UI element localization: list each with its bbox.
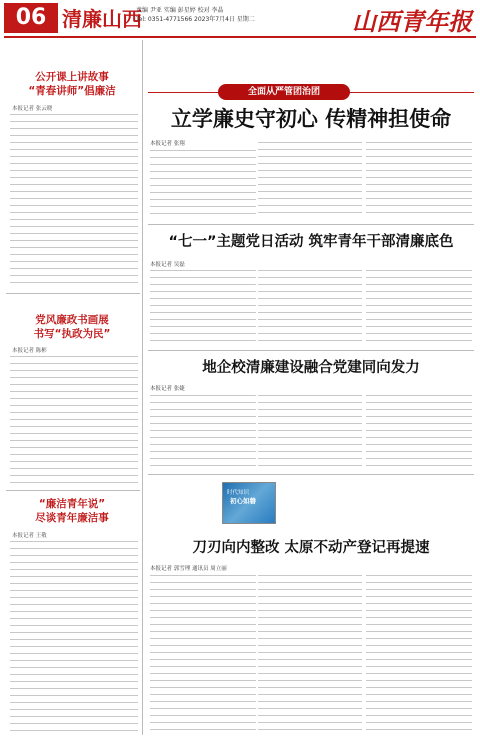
header-rule <box>4 36 476 38</box>
main-divider-1 <box>148 224 474 225</box>
meta-line-1: 责编 尹亚 实编 彭星婷 校对 李晶 <box>136 7 224 14</box>
sidebar-article-2-title: 党风廉政书画展 书写“执政为民” <box>33 314 111 340</box>
page-number: 06 <box>4 3 58 33</box>
article-4-headline: 刀刃向内整改 太原不动产登记再提速 <box>192 540 430 556</box>
section-title: 清廉山西 <box>62 7 142 31</box>
sidebar-divider-1 <box>6 293 140 294</box>
sidebar-divider-2 <box>6 490 140 491</box>
main-divider-2 <box>148 350 474 351</box>
meta-line-2: Tel: 0351-4771566 2023年7月4日 星期二 <box>136 16 255 23</box>
lead-col-3 <box>366 142 472 218</box>
photo-caption-small: 时代知识 <box>227 490 250 496</box>
sidebar-article-1-title: 公开课上讲故事 “青春讲师”倡廉洁 <box>28 71 116 97</box>
article-4-col-2 <box>258 575 362 735</box>
article-4-col-1 <box>150 575 256 735</box>
lead-byline: 本报记者 张翔 <box>150 141 185 147</box>
article-3-col-2 <box>258 395 362 469</box>
article-2-col-2 <box>258 270 362 344</box>
lead-col-2 <box>258 142 362 218</box>
newspaper-logo: 山西青年报 <box>352 7 472 36</box>
sidebar-article-1-body <box>10 114 138 286</box>
sidebar-article-3-byline: 本报记者 王敬 <box>12 533 47 539</box>
article-3-byline: 本报记者 张婕 <box>150 386 185 392</box>
article-4-byline: 本报记者 郭雪理 通讯员 周立丽 <box>150 566 227 572</box>
lead-headline: 立学廉史守初心 传精神担使命 <box>170 107 452 131</box>
sidebar-article-2-body <box>10 356 138 488</box>
sidebar-article-3-title: “廉洁青年说” 尽谈青年廉洁事 <box>35 498 109 524</box>
sidebar-article-2-byline: 本报记者 陈彬 <box>12 348 47 354</box>
article-3-col-1 <box>150 395 256 469</box>
main-divider-3 <box>148 474 474 475</box>
article-4-col-3 <box>366 575 472 735</box>
sidebar-article-3-body <box>10 541 138 733</box>
article-2-headline: “七一”主题党日活动 筑牢青年干部清廉底色 <box>168 234 454 250</box>
lead-col-1 <box>150 150 256 218</box>
photo-caption-large: 初心如磐 <box>230 497 256 505</box>
masthead-meta <box>136 6 255 24</box>
article-2-col-3 <box>366 270 472 344</box>
article-3-headline: 地企校清廉建设融合党建同向发力 <box>202 360 420 376</box>
article-2-byline: 本报记者 吴磊 <box>150 262 185 268</box>
section-banner: 全面从严管团治团 <box>218 84 350 100</box>
sidebar-article-1-byline: 本报记者 张云晓 <box>12 106 53 112</box>
article-3-col-3 <box>366 395 472 469</box>
column-divider <box>142 40 143 735</box>
article-2-col-1 <box>150 270 256 344</box>
